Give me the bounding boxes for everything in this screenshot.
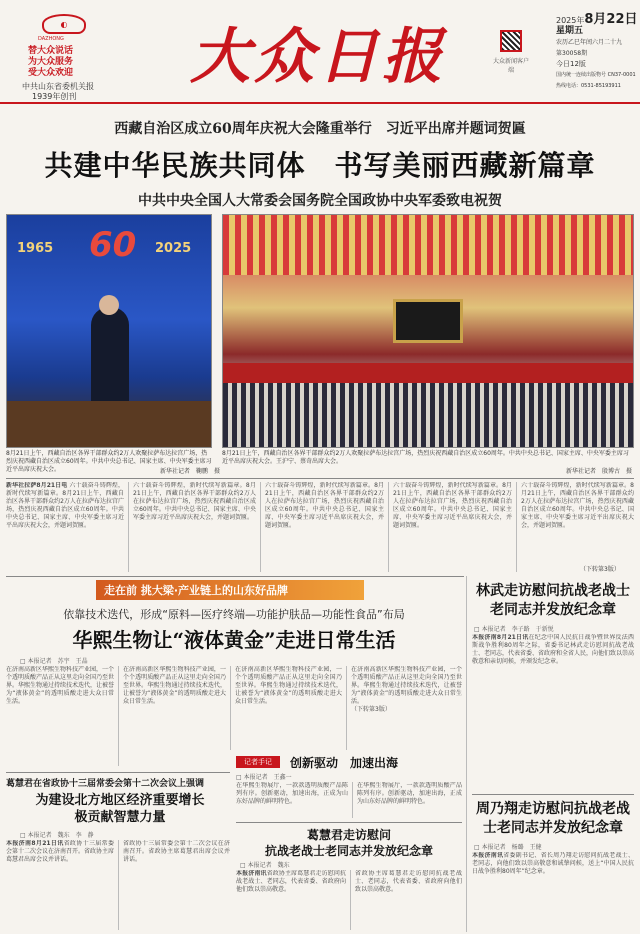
slogan-2: 为大众服务 bbox=[28, 57, 74, 67]
notes-title[interactable]: 创新驱动 加速出海 bbox=[290, 756, 399, 770]
speaker-head bbox=[99, 295, 119, 315]
lead-photo-left[interactable] bbox=[6, 214, 212, 448]
bottom-center-body-col-2 bbox=[350, 870, 462, 930]
feature-body-col-2 bbox=[118, 666, 226, 766]
notes-body-col-1 bbox=[236, 782, 348, 818]
feature-body-col-3 bbox=[230, 666, 342, 750]
right-top-body bbox=[472, 634, 634, 790]
feature-body-cont: 在济南高新区华熙生物科技产业园，一个个透明质酸产品正从这里走向全国乃至世界。华熙生物通过持续技术迭代，让被誉为“液体黄金”的透明质酸走进大众日常生活。 bbox=[235, 666, 342, 705]
feature-body-cont: 在济南高新区华熙生物科技产业园，一个个透明质酸产品正从这里走向全国乃至世界。华熙生物通过持续技术迭代，让被誉为“液体黄金”的透明质酸走进大众日常生活。 bbox=[351, 666, 462, 705]
lead-body-cont: 六十载奋斗铸辉煌，新时代续写新篇章。8月21日上午，西藏自治区各界干部群众约2万人在拉萨布达拉宫广场，热烈庆祝西藏自治区成立60周年。中共中央总书记、国家主席、中央军委主席习近平出席庆祝大会，并题词贺匾。 bbox=[133, 482, 256, 521]
right-bottom-dateline: 本报济南讯 bbox=[472, 852, 504, 859]
date-day: 8月22日 bbox=[584, 12, 638, 27]
notes-body-col-2 bbox=[352, 782, 462, 818]
bottom-left-body-col-1 bbox=[6, 840, 114, 930]
backdrop-year-right: 2025 bbox=[155, 241, 192, 256]
publisher: 中共山东省委机关报 bbox=[22, 82, 94, 91]
backdrop-year-left: 1965 bbox=[17, 241, 54, 256]
feature-headline[interactable]: 华熙生物让“液体黄金”走进日常生活 bbox=[72, 628, 396, 652]
feature-byline: □ 本报记者 苏宇 王晶 bbox=[20, 658, 88, 665]
lead-body-cont: 六十载奋斗铸辉煌，新时代续写新篇章。8月21日上午，西藏自治区各界干部群众约2万人在拉萨布达拉宫广场，热烈庆祝西藏自治区成立60周年。中共中央总书记、国家主席、中央军委主席习近平出席庆祝大会，并题词贺匾。 bbox=[393, 482, 512, 529]
divider bbox=[6, 772, 230, 773]
feature-body-col-1 bbox=[6, 666, 114, 766]
date-box bbox=[556, 14, 640, 92]
bottom-center-body-col-1 bbox=[236, 870, 346, 930]
feature-continued[interactable]: （下转第3版） bbox=[351, 706, 391, 713]
stage-banner bbox=[223, 363, 634, 383]
lead-body-cont: 六十载奋斗铸辉煌，新时代续写新篇章。8月21日上午，西藏自治区各界干部群众约2万人在拉萨布达拉宫广场，热烈庆祝西藏自治区成立60周年。中共中央总书记、国家主席、中央军委主席习近平出席庆祝大会，并题词贺匾。 bbox=[521, 482, 634, 529]
masthead bbox=[0, 0, 640, 104]
qr-code-1-icon[interactable] bbox=[500, 30, 522, 52]
lead-body-col-5 bbox=[516, 482, 634, 572]
lead-subhead: 中共中央全国人大常委会国务院全国政协中央军委致电祝贺 bbox=[138, 193, 502, 209]
bottom-center-dateline: 本报济南讯 bbox=[236, 870, 267, 877]
lead-body-col-2 bbox=[128, 482, 256, 572]
bottom-left-body-cont: 省政协十三届常委会第十二次会议在济南召开。省政协主席葛慧君出席会议并讲话。 bbox=[123, 840, 230, 863]
lead-continued[interactable]: （下转第3版） bbox=[580, 566, 620, 573]
logo-pinyin: DAZHONG bbox=[38, 36, 64, 42]
right-bottom-byline: □ 本报记者 杨璐 王健 bbox=[474, 844, 542, 851]
divider bbox=[6, 478, 634, 479]
weekday: 星期五 bbox=[556, 26, 584, 36]
issue-number: 第30058期 bbox=[556, 50, 588, 57]
lead-body: 六十载奋斗铸辉煌，新时代续写新篇章。8月21日上午，西藏自治区各界干部群众约2万人在拉萨布达拉宫广场，热烈庆祝西藏自治区成立60周年。中共中央总书记、国家主席、中央军委主席习近平出席庆祝大会，并题词贺匾。 bbox=[6, 482, 124, 529]
bottom-center-body-cont: 省政协主席葛慧君走访慰问抗战老战士、老同志，代表省委、省政府向他们致以崇高敬意。 bbox=[355, 870, 462, 893]
lead-dateline: 新华社拉萨8月21日电 bbox=[6, 482, 68, 489]
stage-decoration bbox=[223, 215, 634, 275]
page-count: 今日12版 bbox=[556, 60, 586, 68]
paper-title-block bbox=[178, 2, 458, 102]
backdrop-number: 60 bbox=[89, 225, 137, 265]
divider bbox=[472, 794, 634, 795]
slogan-3: 受大众欢迎 bbox=[28, 68, 74, 78]
right-bottom-body-text: 省委副书记、省长周乃翔走访慰问抗战老战士、老同志，向他们致以崇高敬意和诚挚问候，送上“中国人民抗日战争胜利80周年”纪念章。 bbox=[472, 852, 634, 875]
right-bottom-headline[interactable]: 周乃翔走访慰问抗战老战士老同志并发放纪念章 bbox=[476, 801, 630, 836]
column-rule bbox=[466, 576, 467, 932]
newspaper-emblem-icon: ◐ bbox=[42, 14, 86, 34]
photo-right-caption: 8月21日上午，西藏自治区各界干部群众约2万人欢聚拉萨布达拉宫广场，热烈庆祝西藏自治区成立60周年。中共中央总书记、国家主席、中央军委主席习近平出席庆祝大会。王沪宁、蔡奇出席大会。 bbox=[222, 450, 629, 465]
lead-body-col-1 bbox=[6, 482, 124, 572]
lead-body-col-4 bbox=[388, 482, 512, 572]
stage-screen bbox=[393, 299, 463, 343]
cn-number: 国内统一连续出版物号 CN37-0001 bbox=[556, 72, 636, 78]
lunar-date: 农历乙巳年闰六月二十九 bbox=[556, 39, 623, 46]
feature-body: 在济南高新区华熙生物科技产业园，一个个透明质酸产品正从这里走向全国乃至世界。华熙生物通过持续技术迭代，让被誉为“液体黄金”的透明质酸走进大众日常生活。 bbox=[6, 666, 114, 705]
bottom-left-body: 省政协十三届常委会第十二次会议在济南召开。省政协主席葛慧君出席会议并讲话。 bbox=[6, 840, 114, 863]
right-top-headline[interactable]: 林武走访慰问抗战老战士老同志并发放纪念章 bbox=[476, 583, 630, 618]
feature-band: 走在前 挑大梁·产业链上的山东好品牌 bbox=[96, 580, 364, 600]
feature-kicker: 依靠技术迭代，形成“原料—医疗终端—功能护肤品—功能性食品”布局 bbox=[63, 608, 405, 621]
lead-headline[interactable]: 共建中华民族共同体 书写美丽西藏新篇章 bbox=[44, 149, 596, 182]
founded-year: 1939年创刊 bbox=[32, 92, 77, 101]
bottom-left-body-col-2 bbox=[118, 840, 230, 930]
podium bbox=[7, 401, 212, 448]
paper-title: 大众日报 bbox=[190, 22, 446, 92]
right-bottom-body bbox=[472, 852, 634, 930]
photo-left-credit: 新华社记者 鞠鹏 摄 bbox=[160, 468, 221, 475]
bottom-left-headline[interactable]: 为建设北方地区经济重要增长极贡献智慧力量 bbox=[35, 793, 205, 825]
right-top-dateline: 本报济南8月21日讯 bbox=[472, 634, 529, 641]
divider bbox=[6, 576, 464, 577]
bottom-left-dateline: 本报济南8月21日讯 bbox=[6, 840, 64, 847]
feature-body-col-4 bbox=[346, 666, 462, 750]
notes-body: 在华熙生物展厅，一款款透明质酸产品陈列有序。创新驱动，加速出海，正成为山东好品牌的鲜明特色。 bbox=[236, 782, 348, 805]
photo-right-credit: 新华社记者 殷博古 摄 bbox=[566, 468, 633, 475]
right-top-body-text: 在纪念中国人民抗日战争暨世界反法西斯战争胜利80周年之际，省委书记林武走访慰问抗战老战士、老同志，代表省委、省政府和全省人民，向他们致以崇高敬意和亲切问候，并颁发纪念章。 bbox=[472, 634, 634, 665]
bottom-center-headline-2[interactable]: 抗战老战士老同志并发放纪念章 bbox=[264, 844, 433, 858]
logo-block bbox=[12, 14, 122, 100]
hotline: 热线电话：0531-85193911 bbox=[556, 83, 621, 89]
lead-kicker: 西藏自治区成立60周年庆祝大会隆重举行 习近平出席并题词贺匾 bbox=[114, 121, 526, 137]
photo-left-caption: 8月21日上午，西藏自治区各界干部群众约2万人欢聚拉萨布达拉宫广场，热烈庆祝西藏自治区成立60周年。中共中央总书记、国家主席、中央军委主席习近平出席庆祝大会。 bbox=[6, 450, 212, 473]
lead-photo-right[interactable] bbox=[222, 214, 634, 448]
date-year: 2025年 bbox=[556, 16, 585, 25]
audience-rows bbox=[223, 383, 634, 448]
bottom-center-headline-1[interactable]: 葛慧君走访慰问 bbox=[306, 828, 391, 842]
lead-body-col-3 bbox=[260, 482, 384, 572]
bottom-center-byline: □ 本报记者 魏东 bbox=[240, 862, 290, 869]
bottom-center-body: 省政协主席葛慧君走访慰问抗战老战士、老同志，代表省委、省政府向他们致以崇高敬意。 bbox=[236, 870, 346, 893]
notes-byline: □ 本报记者 王鑫一 bbox=[236, 774, 292, 781]
lead-body-cont: 六十载奋斗铸辉煌，新时代续写新篇章。8月21日上午，西藏自治区各界干部群众约2万人在拉萨布达拉宫广场，热烈庆祝西藏自治区成立60周年。中共中央总书记、国家主席、中央军委主席习近平出席庆祝大会，并题词贺匾。 bbox=[265, 482, 384, 529]
feature-body-cont: 在济南高新区华熙生物科技产业园，一个个透明质酸产品正从这里走向全国乃至世界。华熙生物通过持续技术迭代，让被誉为“液体黄金”的透明质酸走进大众日常生活。 bbox=[123, 666, 226, 705]
bottom-left-byline: □ 本报记者 魏东 李 静 bbox=[20, 832, 94, 839]
notes-tag: 记者手记 bbox=[236, 756, 280, 768]
notes-body-cont: 在华熙生物展厅，一款款透明质酸产品陈列有序。创新驱动，加速出海，正成为山东好品牌的鲜明特色。 bbox=[357, 782, 462, 805]
divider bbox=[236, 822, 462, 823]
qr-code-1-label: 大众新闻客户端 bbox=[492, 58, 529, 74]
right-top-byline: □ 本报记者 李子路 于新悦 bbox=[474, 626, 554, 633]
bottom-left-kicker: 葛慧君在省政协十三届常委会第十二次会议上强调 bbox=[6, 779, 205, 789]
slogan-1: 替大众说话 bbox=[28, 46, 74, 56]
